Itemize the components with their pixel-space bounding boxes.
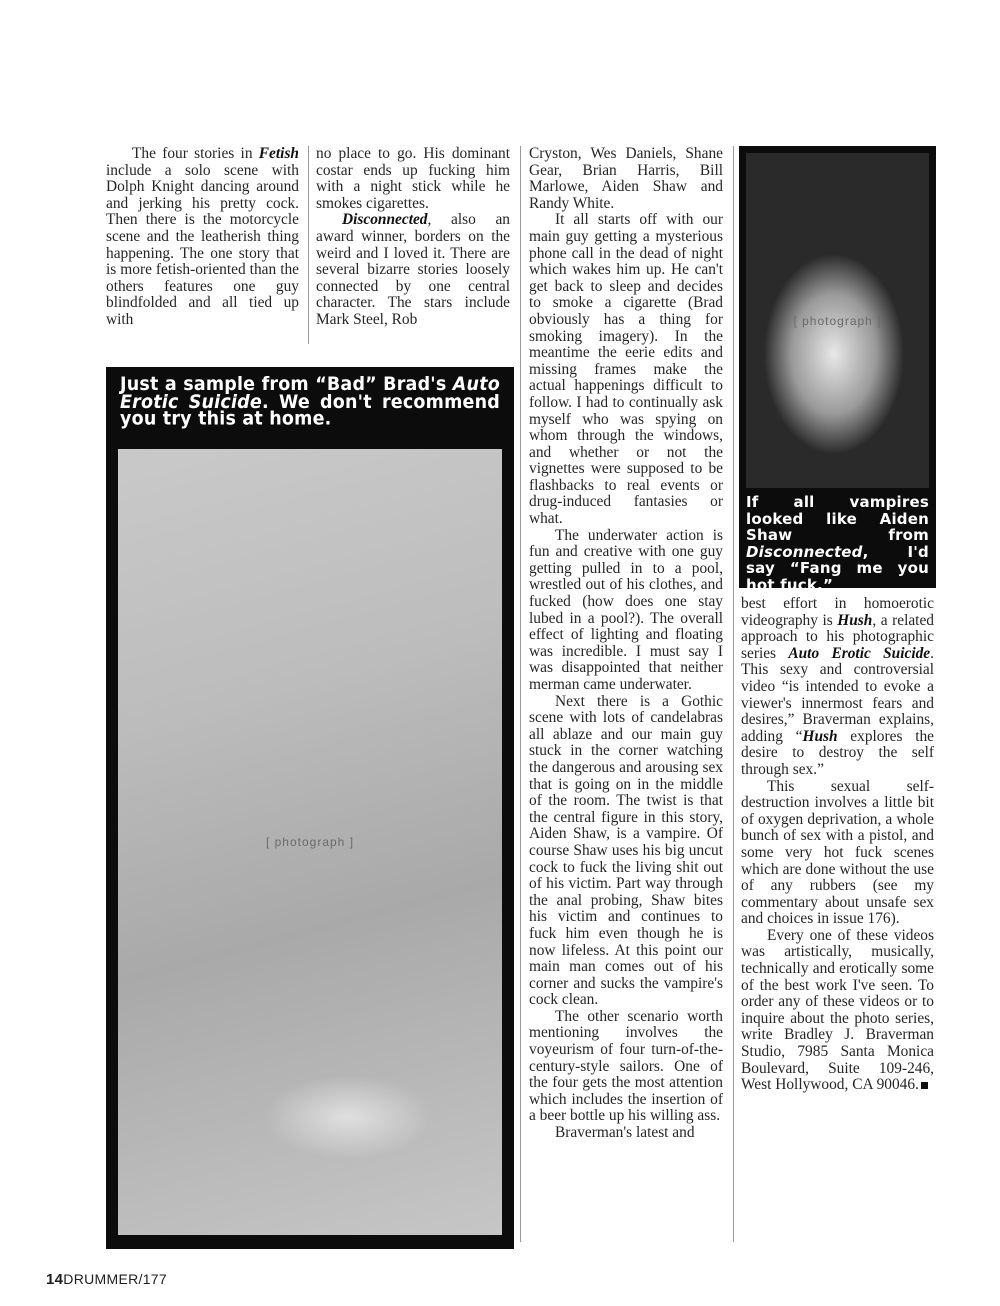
paragraph: Cryston, Wes Daniels, Shane Gear, Brian Harris, Bill Marlowe, Aiden Shaw and Randy White. [529,145,723,212]
article-column-1 [106,146,299,329]
page-number: 14 [46,1271,64,1288]
page-footer [46,1271,167,1288]
paragraph: Next there is a Gothic scene with lots of candelabras all ablaze and our main guy stuck in the corner watching the dangerous and arousing sex that is going on in the middle of the room. The twist is that the central figure in this story, Aiden Shaw, is a vampire. Of course Shaw uses his big uncut cock to fuck the living shit out of his victim. Part way through the anal probing, Shaw bites his victim and continues to fuck him even though he is now lifeless. At this point our main man comes out of his corner and sucks the vampire's cock clean. [529,692,723,1009]
photo-image: [ photograph ] [118,449,502,1235]
article-column-2 [316,146,510,329]
column-divider [733,146,734,1242]
paragraph: It all starts off with our main guy getting a mysterious phone call in the dead of night which wakes him up. He can't get back to sleep and decides to smoke a cigarette (Brad obviously has a thing for smoking imagery). In the meantime the eerie edits and missing frames make the actual happenings difficult to follow. I had to continually ask myself who was spying on whom through the windows, and whether or not the vignettes were supposed to be flashbacks to real events or drug-induced fantasies or what. [529,211,723,528]
paragraph: Disconnected, also an award winner, borders on the weird and I loved it. There are several bizarre stories loosely connected by one central character. The stars include Mark Steel, Rob [316,211,510,328]
magazine-issue: DRUMMER/177 [63,1271,167,1287]
video-title-hush: Hush [837,611,873,629]
photo-underwater [106,367,514,1249]
column-divider [520,146,521,1242]
video-title-disconnected: Disconnected [342,211,428,229]
photo-image: [ photograph ] [746,153,929,488]
video-title-hush: Hush [802,727,838,745]
article-column-3 [529,146,723,1142]
paragraph: Every one of these videos was artistically, musically, technically and erotically some of the best work I've seen. To order any of these videos or to inquire about the photo series, write Bradley J. Braverman Studio, 7985 Santa Monica Boulevard, Suite 109-246, West Hollywood, CA 90046. [741,926,934,1094]
paragraph: This sexual self-destruction involves a little bit of oxygen deprivation, a whole bunch of sex with a pistol, and some very hot fuck scenes which are done without the use of any rubbers (see my commentary about unsafe sex and choices in issue 176). [741,777,934,928]
paragraph: The underwater action is fun and creative with one guy getting pulled in to a pool, wrestled out of his clothes, and fucked (how does one stay lubed in a pool?). The overall effect of lighting and floating was incredible. I must say I was disappointed that neither merman came underwater. [529,526,723,693]
photo-portrait [739,146,936,594]
photo-caption: Just a sample from “Bad” Brad's Auto Erotic Suicide. We don't recommend you try this at home. [120,374,500,430]
paragraph: best effort in homoerotic videography is Hush, a related approach to his photographic series Auto Erotic Suicide. This sexy and controversial video “is intended to evoke a viewer's innermost fears and desires,” Braverman explains, adding “Hush explores the desire to destroy the self through sex.” [741,595,934,778]
paragraph: The four stories in Fetish include a solo scene with Dolph Knight dancing around and jerking his pretty cock. Then there is the motorcycle scene and the leatherish thing happening. The one story that is more fetish-oriented than the others features one guy blindfolded and all tied up with [106,145,299,328]
column-divider [308,146,309,344]
series-title: Auto Erotic Suicide [788,644,931,662]
end-of-article-mark [921,1082,928,1089]
photo-caption: If all vampires looked like Aiden Shaw from Disconnected, I'd say “Fang me you hot fuck.” [746,493,929,594]
paragraph: Braverman's latest and [555,1124,695,1142]
article-column-4 [741,596,934,1094]
paragraph: no place to go. His dominant costar ends up fucking him with a night stick while he smokes cigarettes. [316,145,510,212]
paragraph: The other scenario worth mentioning involves the voyeurism of four turn-of-the-century-style sailors. One of the four gets the most attention which includes the insertion of a beer bottle up his willing ass. [529,1007,723,1125]
video-title-fetish: Fetish [258,145,299,162]
